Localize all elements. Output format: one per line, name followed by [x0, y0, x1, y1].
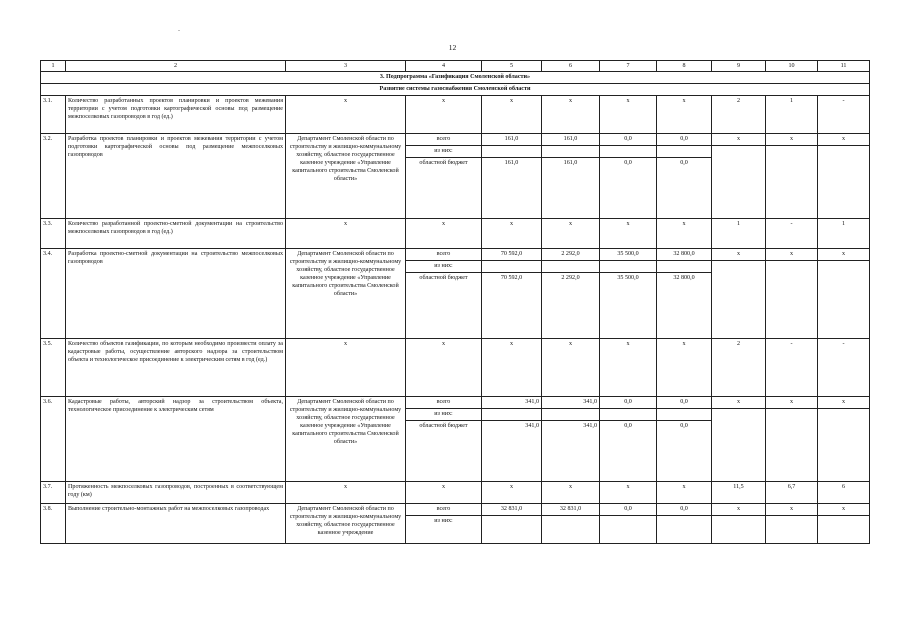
value-cell: х — [657, 482, 712, 504]
amount-cell — [600, 504, 657, 544]
header-cell: 3 — [286, 61, 406, 72]
section-row — [41, 72, 870, 84]
table-row — [41, 219, 870, 249]
subsection-row — [41, 84, 870, 96]
regional-amount: 161,0 — [563, 160, 578, 166]
value-cell: 6,7 — [766, 482, 818, 504]
value-cell: 1 — [818, 219, 870, 249]
empty-line — [712, 146, 765, 157]
regional-amount: 0,0 — [624, 423, 632, 429]
total-amount: 32 800,0 — [657, 249, 711, 261]
empty-line — [712, 409, 765, 420]
value-cell: х — [542, 96, 600, 134]
table-row — [41, 482, 870, 504]
responsible-executor: Департамент Смоленской области по строительству и жилищно-коммунальному хозяйству, областное государственное казенное учреждение «Управление капитального строительства Смоленской области» — [286, 134, 406, 219]
value-cell — [712, 249, 766, 339]
value-cell: х — [406, 219, 482, 249]
total-amount: 341,0 — [482, 397, 541, 409]
empty-line — [818, 409, 869, 420]
empty-line — [657, 261, 711, 273]
header-cell: 11 — [818, 61, 870, 72]
empty-line — [542, 261, 599, 273]
row-number: 3.8. — [41, 504, 66, 544]
value-cell: х — [657, 96, 712, 134]
subsection-title: Развитие системы газоснабжения Смоленской области — [41, 84, 870, 96]
total-amount: 0,0 — [657, 504, 711, 516]
program-table — [40, 60, 870, 544]
row-description: Разработка проектов планировки и проектов межевания территории с учетом подготовки картографической основы под размещение межпоселковых газопроводов — [66, 134, 286, 219]
value: х — [712, 504, 765, 516]
value-cell: 6 — [818, 482, 870, 504]
value-cell: х — [286, 482, 406, 504]
amount-cell — [542, 249, 600, 339]
empty-line — [482, 146, 541, 158]
amount-cell — [482, 504, 542, 544]
empty-line — [600, 146, 656, 158]
empty-line — [482, 409, 541, 421]
value-cell: - — [818, 96, 870, 134]
value-cell: 1 — [766, 96, 818, 134]
total-amount: 2 292,0 — [542, 249, 599, 261]
table-row — [41, 397, 870, 482]
empty-line — [818, 261, 869, 272]
empty-line — [600, 516, 656, 527]
amount-cell — [600, 249, 657, 339]
value: х — [818, 397, 869, 409]
regional-amount: 341,0 — [583, 423, 597, 429]
amount-cell — [482, 134, 542, 219]
amount-cell — [482, 397, 542, 482]
empty-line — [657, 516, 711, 527]
total-amount: 0,0 — [600, 134, 656, 146]
row-number: 3.7. — [41, 482, 66, 504]
empty-line — [818, 146, 869, 157]
value-cell — [766, 397, 818, 482]
regional-amount: 0,0 — [680, 423, 688, 429]
total-amount: 35 500,0 — [600, 249, 656, 261]
empty-line — [766, 261, 817, 272]
header-row — [41, 61, 870, 72]
regional-amount: 35 500,0 — [617, 275, 639, 281]
empty-line — [712, 261, 765, 272]
regional-budget-label: областной бюджет — [419, 275, 468, 281]
value-cell — [818, 249, 870, 339]
value: х — [818, 134, 869, 146]
empty-line — [542, 146, 599, 158]
amount-cell — [657, 249, 712, 339]
amount-cell — [600, 397, 657, 482]
row-description: Количество объектов газификации, по которым необходимо произвести оплату за кадастровые работы, осуществление авторского надзора за строительством объекта и технологическое присоединение к электрическим сетям в год (ед.) — [66, 339, 286, 397]
table-row — [41, 134, 870, 219]
finance-source-cell — [406, 397, 482, 482]
value-cell — [712, 504, 766, 544]
value: х — [766, 504, 817, 516]
row-number: 3.4. — [41, 249, 66, 339]
finance-source-cell — [406, 504, 482, 544]
row-description: Разработка проектно-сметной документации на строительство межпоселковых газопроводов — [66, 249, 286, 339]
responsible-executor: Департамент Смоленской области по строительству и жилищно-коммунальному хозяйству, областное государственное казенное учреждение «Управление капитального строительства Смоленской области» — [286, 249, 406, 339]
value-cell: х — [406, 96, 482, 134]
of-which-label: из них: — [434, 518, 453, 524]
regional-amount: 161,0 — [504, 160, 519, 166]
value-cell: х — [542, 482, 600, 504]
of-which-label: из них: — [406, 146, 481, 158]
amount-cell — [600, 134, 657, 219]
value-cell — [766, 249, 818, 339]
empty-line — [657, 409, 711, 421]
value-cell: х — [482, 219, 542, 249]
empty-line — [766, 409, 817, 420]
value-cell: х — [600, 482, 657, 504]
amount-cell — [657, 134, 712, 219]
value-cell: х — [482, 482, 542, 504]
value-cell: х — [286, 96, 406, 134]
empty-line — [482, 261, 541, 273]
value-cell: - — [766, 339, 818, 397]
empty-line — [657, 146, 711, 158]
finance-source-cell — [406, 134, 482, 219]
total-amount: 0,0 — [600, 504, 656, 516]
value-cell: 1 — [712, 219, 766, 249]
row-description: Количество разработанных проектов планировки и проектов межевания территории с учетом подготовки картографической основы под размещение межпоселковых газопроводов в год (ед.) — [66, 96, 286, 134]
value-cell: х — [406, 482, 482, 504]
value-cell — [712, 134, 766, 219]
header-cell: 7 — [600, 61, 657, 72]
total-label: всего — [406, 504, 481, 516]
value-cell — [818, 397, 870, 482]
value-cell: х — [286, 339, 406, 397]
total-amount: 0,0 — [657, 134, 711, 146]
header-cell: 8 — [657, 61, 712, 72]
value: х — [712, 249, 765, 261]
regional-amount: 0,0 — [680, 160, 688, 166]
amount-cell — [542, 397, 600, 482]
total-amount: 70 592,0 — [482, 249, 541, 261]
of-which-label: из них: — [406, 409, 481, 421]
value: х — [818, 504, 869, 516]
regional-amount: 341,0 — [525, 423, 539, 429]
header-cell: 1 — [41, 61, 66, 72]
header-cell: 5 — [482, 61, 542, 72]
value-cell: х — [542, 219, 600, 249]
header-cell: 6 — [542, 61, 600, 72]
total-label: всего — [406, 397, 481, 409]
value-cell: х — [482, 96, 542, 134]
row-number: 3.2. — [41, 134, 66, 219]
amount-cell — [542, 504, 600, 544]
table-row — [41, 249, 870, 339]
empty-line — [712, 516, 765, 527]
section-title: 3. Подпрограмма «Газификация Смоленской области» — [41, 72, 870, 84]
empty-line — [482, 516, 541, 527]
total-amount: 32 831,0 — [542, 504, 599, 516]
table-row — [41, 339, 870, 397]
empty-line — [766, 516, 817, 527]
value-cell: 11,5 — [712, 482, 766, 504]
value: х — [766, 249, 817, 261]
of-which-label: из них: — [406, 261, 481, 273]
value: х — [712, 134, 765, 146]
value-cell: - — [766, 219, 818, 249]
value-cell: х — [657, 339, 712, 397]
top-mark: - — [178, 28, 180, 34]
total-amount: 341,0 — [542, 397, 599, 409]
row-description: Протяженность межпоселковых газопроводов, построенных в соответствующем году (км) — [66, 482, 286, 504]
value: х — [766, 397, 817, 409]
row-number: 3.5. — [41, 339, 66, 397]
value-cell: х — [600, 219, 657, 249]
responsible-executor: Департамент Смоленской области по строительству и жилищно-коммунальному хозяйству, областное государственное казенное учреждение «Управление капитального строительства Смоленской области» — [286, 397, 406, 482]
value-cell: х — [600, 96, 657, 134]
table-row — [41, 96, 870, 134]
empty-line — [600, 261, 656, 273]
value-cell — [818, 134, 870, 219]
value: х — [712, 397, 765, 409]
regional-amount: 0,0 — [624, 160, 632, 166]
value-cell: х — [600, 339, 657, 397]
table-row — [41, 504, 870, 544]
empty-line — [818, 516, 869, 527]
value-cell: х — [542, 339, 600, 397]
value-cell: х — [406, 339, 482, 397]
row-description: Кадастровые работы, авторский надзор за строительством объекта, технологическое присоединение к электрическим сетям — [66, 397, 286, 482]
page-number: 12 — [448, 43, 457, 52]
total-label: всего — [406, 134, 481, 146]
row-description: Количество разработанной проектно-сметной документации на строительство межпоселковых газопроводов в год (ед.) — [66, 219, 286, 249]
regional-amount: 2 292,0 — [561, 275, 580, 281]
amount-cell — [542, 134, 600, 219]
value-cell — [766, 134, 818, 219]
header-cell: 2 — [66, 61, 286, 72]
amount-cell — [482, 249, 542, 339]
amount-cell — [657, 504, 712, 544]
row-number: 3.3. — [41, 219, 66, 249]
row-number: 3.1. — [41, 96, 66, 134]
amount-cell — [657, 397, 712, 482]
total-amount: 32 831,0 — [482, 504, 541, 516]
total-amount: 161,0 — [542, 134, 599, 146]
header-cell: 10 — [766, 61, 818, 72]
value-cell: х — [657, 219, 712, 249]
value-cell — [712, 397, 766, 482]
empty-line — [600, 409, 656, 421]
total-amount: 0,0 — [600, 397, 656, 409]
value-cell: - — [818, 339, 870, 397]
empty-line — [542, 409, 599, 421]
row-description: Выполнение строительно-монтажных работ на межпоселковых газопроводах — [66, 504, 286, 544]
value-cell: 2 — [712, 339, 766, 397]
empty-line — [766, 146, 817, 157]
regional-budget-label: областной бюджет — [419, 423, 468, 429]
finance-source-cell — [406, 249, 482, 339]
regional-budget-label: областной бюджет — [419, 160, 468, 166]
total-amount: 161,0 — [482, 134, 541, 146]
row-number: 3.6. — [41, 397, 66, 482]
value-cell — [766, 504, 818, 544]
value: х — [818, 249, 869, 261]
total-amount: 0,0 — [657, 397, 711, 409]
responsible-executor: Департамент Смоленской области по строительству и жилищно-коммунальному хозяйству, областное государственное казенное учреждение — [286, 504, 406, 544]
header-cell: 4 — [406, 61, 482, 72]
value-cell: х — [286, 219, 406, 249]
value-cell: х — [482, 339, 542, 397]
value: х — [766, 134, 817, 146]
value-cell — [818, 504, 870, 544]
value-cell: 2 — [712, 96, 766, 134]
total-label: всего — [406, 249, 481, 261]
regional-amount: 70 592,0 — [500, 275, 523, 281]
regional-amount: 32 800,0 — [673, 275, 695, 281]
empty-line — [542, 516, 599, 527]
header-cell: 9 — [712, 61, 766, 72]
